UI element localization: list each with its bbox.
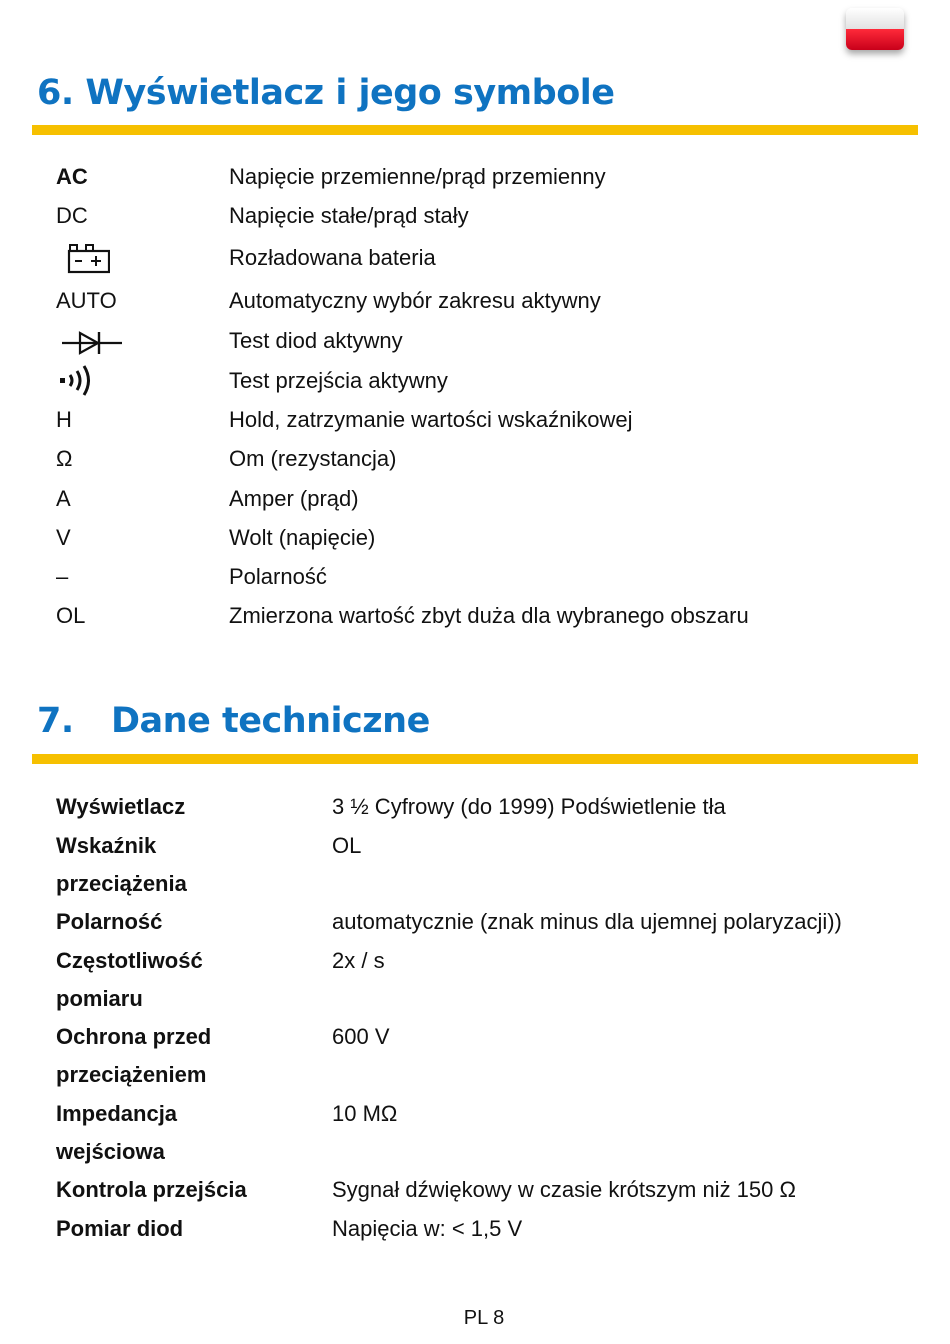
spec-value: Sygnał dźwiękowy w czasie krótszym niż 150 Ω bbox=[332, 1177, 796, 1202]
section-7-heading bbox=[37, 701, 430, 741]
battery-icon bbox=[56, 240, 126, 276]
symbol-row bbox=[0, 240, 950, 276]
continuity-sound-icon bbox=[56, 363, 126, 399]
symbol-description: Wolt (napięcie) bbox=[229, 525, 376, 550]
section-7-rule bbox=[32, 754, 918, 764]
spec-value: 2x / s bbox=[332, 948, 385, 973]
symbol-row bbox=[0, 520, 950, 556]
section-6-number: 6. bbox=[37, 73, 74, 113]
spec-value: automatycznie (znak minus dla ujemnej polaryzacji)) bbox=[332, 909, 842, 934]
page-number: PL 8 bbox=[463, 1307, 505, 1329]
symbol-row bbox=[0, 441, 950, 477]
symbol-description: Amper (prąd) bbox=[229, 486, 359, 511]
symbol-row bbox=[0, 159, 950, 195]
symbol-description: Zmierzona wartość zbyt duża dla wybranego obszaru bbox=[229, 603, 749, 628]
symbol-row bbox=[0, 283, 950, 319]
symbol-row bbox=[0, 323, 950, 359]
spec-value: Napięcia w: < 1,5 V bbox=[332, 1216, 523, 1241]
section-7-number: 7. bbox=[37, 701, 74, 741]
symbol-label: V bbox=[56, 525, 71, 550]
spec-value: 600 V bbox=[332, 1024, 390, 1049]
section-7-title: Dane techniczne bbox=[111, 701, 430, 741]
section-6-title: Wyświetlacz i jego symbole bbox=[85, 73, 615, 113]
symbol-description: Om (rezystancja) bbox=[229, 446, 397, 471]
symbol-description: Napięcie przemienne/prąd przemienny bbox=[229, 164, 606, 189]
symbol-row bbox=[0, 402, 950, 438]
symbol-label: OL bbox=[56, 603, 86, 628]
symbol-label: AUTO bbox=[56, 288, 117, 313]
symbol-label: – bbox=[56, 564, 69, 589]
spec-value: 3 ½ Cyfrowy (do 1999) Podświetlenie tła bbox=[332, 794, 726, 819]
spec-label: Wyświetlacz bbox=[56, 794, 186, 819]
diode-icon bbox=[56, 323, 126, 359]
polish-flag-icon bbox=[846, 8, 904, 50]
symbol-description: Test diod aktywny bbox=[229, 328, 403, 353]
symbol-description: Rozładowana bateria bbox=[229, 245, 436, 270]
spec-value: OL bbox=[332, 833, 362, 858]
spec-label: Impedancja wejściowa bbox=[56, 1101, 178, 1164]
symbol-label: A bbox=[56, 486, 71, 511]
spec-label: Częstotliwość pomiaru bbox=[56, 948, 203, 1011]
symbol-description: Polarność bbox=[229, 564, 327, 589]
symbol-label: DC bbox=[56, 203, 88, 228]
section-6-heading bbox=[37, 73, 614, 113]
symbol-row bbox=[0, 198, 950, 234]
spec-label: Ochrona przed przeciążeniem bbox=[56, 1024, 212, 1087]
symbol-label: H bbox=[56, 407, 72, 432]
symbol-row bbox=[0, 598, 950, 634]
spec-label: Pomiar diod bbox=[56, 1216, 184, 1241]
symbol-label: Ω bbox=[56, 446, 73, 471]
symbol-description: Hold, zatrzymanie wartości wskaźnikowej bbox=[229, 407, 633, 432]
spec-label: Wskaźnik przeciążenia bbox=[56, 833, 187, 896]
spec-label: Kontrola przejścia bbox=[56, 1177, 247, 1202]
symbol-row bbox=[0, 363, 950, 399]
symbol-row bbox=[0, 559, 950, 595]
symbol-row bbox=[0, 481, 950, 517]
spec-value: 10 MΩ bbox=[332, 1101, 398, 1126]
symbol-description: Test przejścia aktywny bbox=[229, 368, 448, 393]
spec-label: Polarność bbox=[56, 909, 163, 934]
section-6-rule bbox=[32, 125, 918, 135]
symbol-description: Automatyczny wybór zakresu aktywny bbox=[229, 288, 601, 313]
symbol-label: AC bbox=[56, 164, 88, 189]
symbol-description: Napięcie stałe/prąd stały bbox=[229, 203, 469, 228]
